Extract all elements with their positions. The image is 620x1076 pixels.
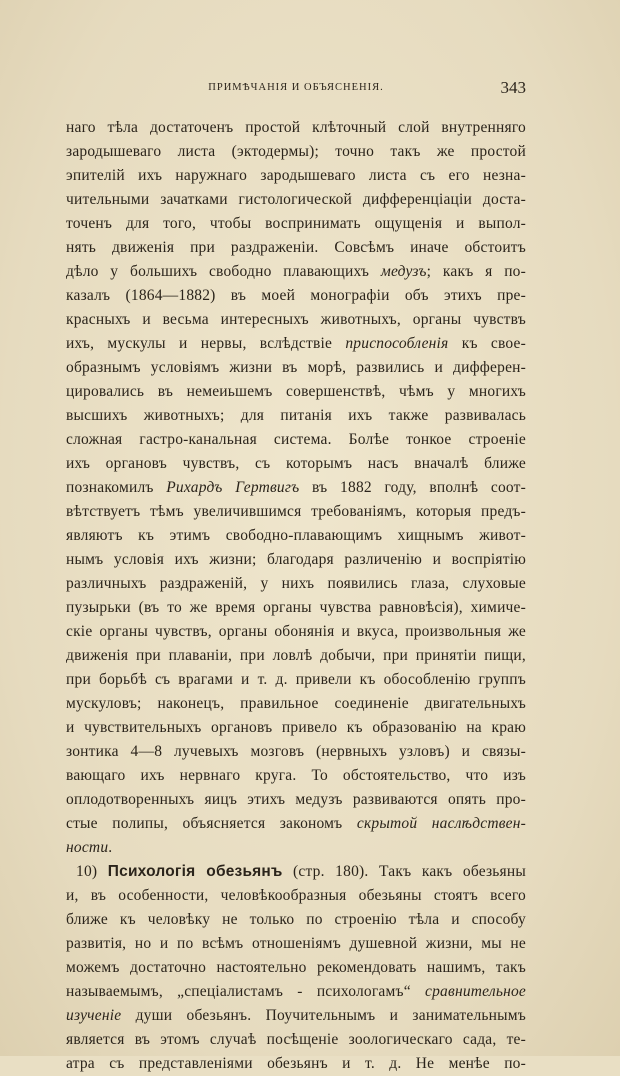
- text-line: скіе органы чувствъ, органы обонянія и вкуса, произвольныя же: [66, 623, 526, 640]
- text-line: атра съ представленіями обезьянъ и т. д. Не менѣе по-: [66, 1055, 526, 1072]
- text-line: цировались въ немеиьшемъ совершенствѣ, чѣмъ у многихъ: [66, 383, 526, 400]
- text-line: движенія при плаваніи, при ловлѣ добычи, при принятіи пищи,: [66, 647, 526, 664]
- text-line: ближе къ человѣку не только по строенію тѣла и способу: [66, 911, 526, 928]
- text-line: называемымъ, „спеціалистамъ - психологамъ“ сравнительное: [66, 983, 526, 1000]
- text-line: познакомилъ Рихардъ Гертвигъ въ 1882 году, вполнѣ соот-: [66, 479, 526, 496]
- text-line: различныхъ раздраженій, у нихъ появились глаза, слуховые: [66, 575, 526, 592]
- page-number: 343: [500, 78, 526, 97]
- italic-term: скрытой наслѣдствен-: [356, 815, 526, 832]
- text-line: чительными зачатками гистологической дифференціаціи доста-: [66, 191, 526, 208]
- text-line: сложная гастро-канальная система. Болѣе тонкое строеніе: [66, 431, 526, 448]
- text-line: можемъ достаточно настоятельно рекомендовать нашимъ, такъ: [66, 959, 526, 976]
- text-line: точенъ для того, чтобы воспринимать ощущенія и выпол-: [66, 215, 526, 232]
- text-line: наго тѣла достаточенъ простой клѣточный слой внутренняго: [66, 119, 526, 136]
- text-line: ности.: [66, 839, 113, 856]
- italic-term: медузъ: [380, 263, 427, 280]
- text-line: нымъ условія ихъ жизни; благодаря различенію и воспріятію: [66, 551, 526, 568]
- text-line: вѣтствуетъ тѣмъ увеличившимся требованіямъ, которыя предъ-: [66, 503, 526, 520]
- italic-term: приспособленія: [345, 335, 449, 352]
- text-line: мускуловъ; наконецъ, правильное соединеніе двигательныхъ: [66, 695, 526, 712]
- text-line: эпителій ихъ наружнаго зародышеваго листа съ его незна-: [66, 167, 526, 184]
- section-title: Психологія обезьянъ: [107, 863, 283, 880]
- text-line: оплодотворенныхъ яицъ этихъ медузъ развиваются опять про-: [66, 791, 526, 808]
- text-line: стые полипы, объясняется закономъ скрытой наслѣдствен-: [66, 815, 526, 832]
- section-heading-line: 10) Психологія обезьянъ (стр. 180). Такъ какъ обезьяны: [76, 863, 526, 880]
- text-line: зонтика 4—8 лучевыхъ мозговъ (нервныхъ узловъ) и связы-: [66, 743, 526, 760]
- text-line: и, въ особенности, человѣкообразныя обезьяны стоятъ всего: [66, 887, 526, 904]
- text-line: ихъ, мускулы и нервы, вслѣдствіе приспособленія къ свое-: [66, 335, 526, 352]
- text-line: пузырьки (въ то же время органы чувства равновѣсія), химиче-: [66, 599, 526, 616]
- text-line: казалъ (1864—1882) въ моей монографіи объ этихъ пре-: [66, 287, 526, 304]
- body-text: [66, 116, 526, 1076]
- text-line: вающаго ихъ нервнаго круга. То обстоятельство, что изъ: [66, 767, 526, 784]
- italic-term: сравнительное: [425, 983, 526, 1000]
- italic-name: Рихардъ Гертвигъ: [166, 479, 300, 496]
- text-line: являютъ къ этимъ свободно-плавающимъ хищнымъ живот-: [66, 527, 526, 544]
- text-line: изученіе души обезьянъ. Поучительнымъ и занимательнымъ: [66, 1007, 526, 1024]
- text-line: дѣло у большихъ свободно плавающихъ медузъ; какъ я по-: [66, 263, 526, 280]
- italic-term: изученіе: [66, 1007, 122, 1024]
- text-line: зародышеваго листа (эктодермы); точно такъ же простой: [66, 143, 526, 160]
- text-line: развитія, но и по всѣмъ отношеніямъ душевной жизни, мы не: [66, 935, 526, 952]
- text-line: является въ этомъ случаѣ посѣщеніе зоологическаго сада, те-: [66, 1031, 526, 1048]
- text-line: нять движенія при раздраженіи. Совсѣмъ иначе обстоитъ: [66, 239, 526, 256]
- text-line: при борьбѣ съ врагами и т. д. привели къ обособленію группъ: [66, 671, 526, 688]
- text-line: и чувствительныхъ органовъ привело къ образованію на краю: [66, 719, 526, 736]
- text-line: красныхъ и весьма интересныхъ животныхъ, органы чувствъ: [66, 311, 526, 328]
- page-header: [66, 78, 526, 100]
- text-line: высшихъ животныхъ; для питанія ихъ также развивалась: [66, 407, 526, 424]
- italic-term: ности: [66, 839, 109, 856]
- text-line: ихъ органовъ чувствъ, съ которымъ насъ вначалѣ ближе: [66, 455, 526, 472]
- running-title: ПРИМѢЧАНІЯ И ОБЪЯСНЕНІЯ.: [208, 82, 384, 93]
- text-line: образнымъ условіямъ жизни въ морѣ, развились и дифферен-: [66, 359, 526, 376]
